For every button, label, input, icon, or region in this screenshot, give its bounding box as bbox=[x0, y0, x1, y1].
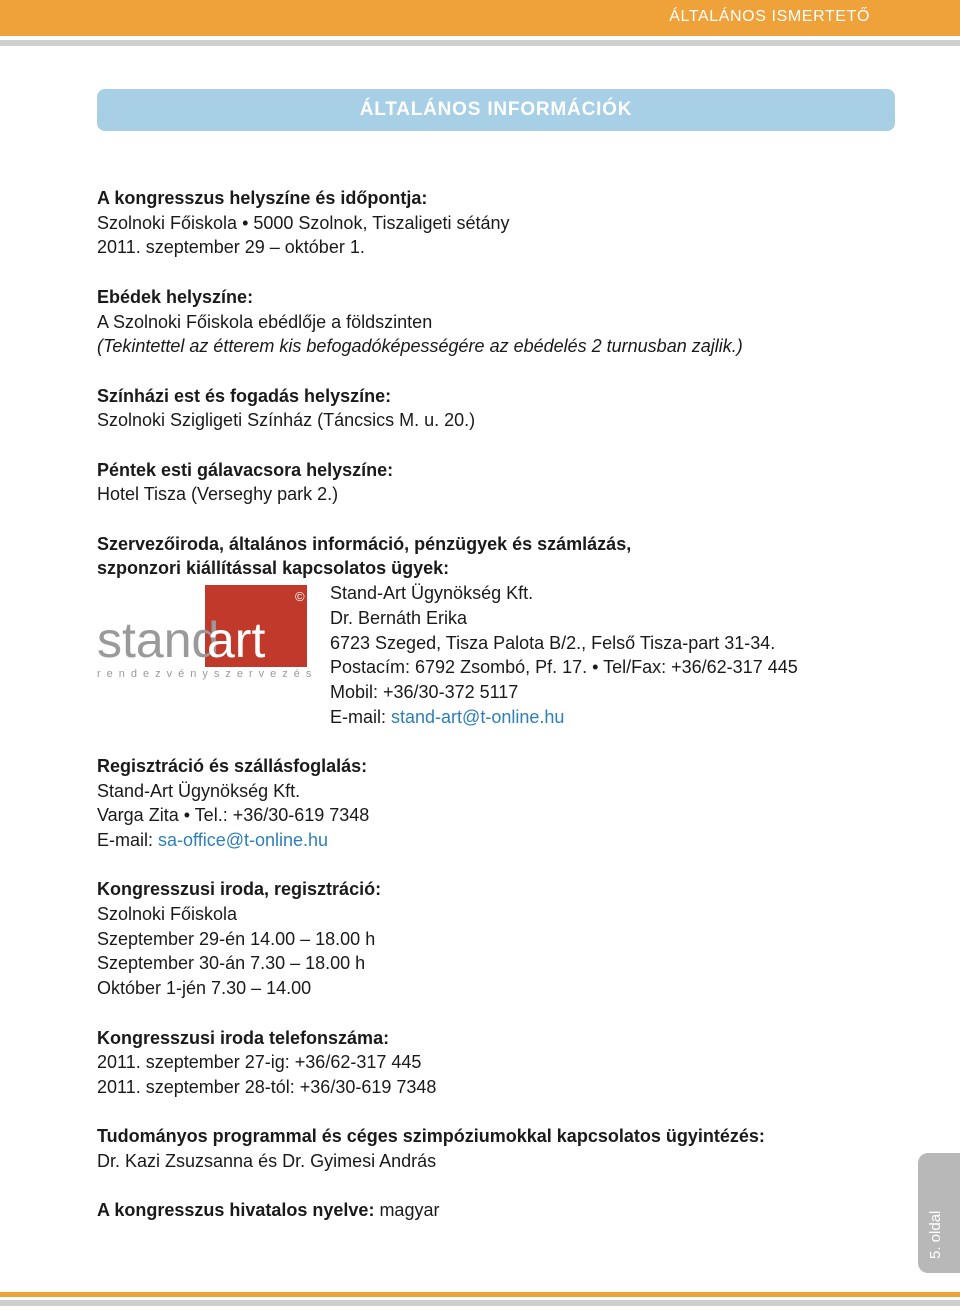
organizer-email-line bbox=[330, 705, 798, 730]
logo-copyright-mark: © bbox=[295, 589, 305, 605]
organizer-details bbox=[330, 581, 798, 729]
gala-heading: Péntek esti gálavacsora helyszíne: bbox=[97, 459, 394, 480]
registration-email-link[interactable]: sa-office@t-online.hu bbox=[158, 829, 329, 850]
registration-email-line bbox=[97, 828, 857, 853]
scientific-section bbox=[97, 1124, 857, 1173]
organizer-heading-2: szponzori kiállítással kapcsolatos ügyek: bbox=[97, 558, 450, 579]
phone-section bbox=[97, 1026, 857, 1100]
organizer-heading-1: Szervezőiroda, általános információ, pénzügyek és számlázás, bbox=[97, 533, 632, 554]
office-hours-oct1: Október 1-jén 7.30 – 14.00 bbox=[97, 978, 312, 999]
phone-heading: Kongresszusi iroda telefonszáma: bbox=[97, 1027, 390, 1048]
logo-tagline: rendezvényszervezés bbox=[97, 668, 317, 681]
office-hours-sep29: Szeptember 29-én 14.00 – 18.00 h bbox=[97, 928, 376, 949]
theatre-section bbox=[97, 384, 857, 433]
office-heading: Kongresszusi iroda, regisztráció: bbox=[97, 879, 382, 900]
venue-section bbox=[97, 186, 857, 260]
office-hours-sep30: Szeptember 30-án 7.30 – 18.00 h bbox=[97, 953, 366, 974]
organizer-postal: Postacím: 6792 Zsombó, Pf. 17. • Tel/Fax: +36/62-317 445 bbox=[330, 657, 798, 678]
organizer-company: Stand-Art Ügynökség Kft. bbox=[330, 583, 534, 604]
registration-section bbox=[97, 754, 857, 853]
logo-word-art: art bbox=[207, 612, 266, 669]
phone-line-1: 2011. szeptember 27-ig: +36/62-317 445 bbox=[97, 1052, 422, 1073]
page-number: 5. oldal bbox=[927, 1210, 944, 1259]
venue-date: 2011. szeptember 29 – október 1. bbox=[97, 237, 365, 258]
language-label: A kongresszus hivatalos nyelve: bbox=[97, 1200, 375, 1221]
organizer-contact: Dr. Bernáth Erika bbox=[330, 607, 468, 628]
top-divider bbox=[0, 40, 960, 46]
organizer-address: 6723 Szeged, Tisza Palota B/2., Felső Tisza-part 31-34. bbox=[330, 632, 776, 653]
logo-word-stand: stand bbox=[97, 612, 220, 669]
section-header-label: ÁLTALÁNOS ISMERTETŐ bbox=[669, 8, 870, 25]
language-line bbox=[97, 1198, 857, 1223]
main-content bbox=[97, 186, 857, 1248]
theatre-location: Szolnoki Szigligeti Színház (Táncsics M. u. 20.) bbox=[97, 410, 476, 431]
page-title: ÁLTALÁNOS INFORMÁCIÓK bbox=[359, 99, 633, 120]
organizer-email-label: E-mail: bbox=[330, 706, 392, 727]
organizer-mobile: Mobil: +36/30-372 5117 bbox=[330, 682, 519, 702]
theatre-heading: Színházi est és fogadás helyszíne: bbox=[97, 385, 392, 406]
organizer-email-link[interactable]: stand-art@t-online.hu bbox=[391, 706, 565, 727]
language-value: magyar bbox=[374, 1200, 440, 1221]
organizer-section bbox=[97, 532, 857, 729]
scientific-contacts: Dr. Kazi Zsuzsanna és Dr. Gyimesi András bbox=[97, 1151, 437, 1172]
gala-section bbox=[97, 458, 857, 507]
registration-contact: Varga Zita • Tel.: +36/30-619 7348 bbox=[97, 805, 370, 826]
standart-logo bbox=[97, 585, 317, 685]
venue-heading: A kongresszus helyszíne és időpontja: bbox=[97, 188, 428, 208]
bottom-divider-grey bbox=[0, 1300, 960, 1306]
lunch-note: (Tekintettel az étterem kis befogadóképességére az ebédelés 2 turnusban zajlik.) bbox=[97, 336, 743, 357]
registration-company: Stand-Art Ügynökség Kft. bbox=[97, 780, 301, 801]
top-banner bbox=[0, 0, 960, 36]
organizer-block bbox=[97, 581, 857, 729]
phone-line-2: 2011. szeptember 28-tól: +36/30-619 7348 bbox=[97, 1076, 437, 1097]
registration-email-label: E-mail: bbox=[97, 829, 159, 850]
lunch-section bbox=[97, 285, 857, 359]
bottom-divider-orange bbox=[0, 1292, 960, 1297]
gala-location: Hotel Tisza (Verseghy park 2.) bbox=[97, 484, 339, 505]
office-location: Szolnoki Főiskola bbox=[97, 904, 238, 925]
lunch-heading: Ebédek helyszíne: bbox=[97, 286, 254, 307]
registration-heading: Regisztráció és szállásfoglalás: bbox=[97, 755, 368, 776]
title-bar bbox=[97, 89, 895, 131]
language-section bbox=[97, 1198, 857, 1223]
venue-line: Szolnoki Főiskola • 5000 Szolnok, Tiszaligeti sétány bbox=[97, 212, 510, 233]
office-section bbox=[97, 877, 857, 1001]
scientific-heading: Tudományos programmal és céges szimpóziumokkal kapcsolatos ügyintézés: bbox=[97, 1126, 765, 1147]
page-number-tab bbox=[918, 1153, 960, 1273]
lunch-location: A Szolnoki Főiskola ebédlője a földszinten bbox=[97, 311, 433, 332]
